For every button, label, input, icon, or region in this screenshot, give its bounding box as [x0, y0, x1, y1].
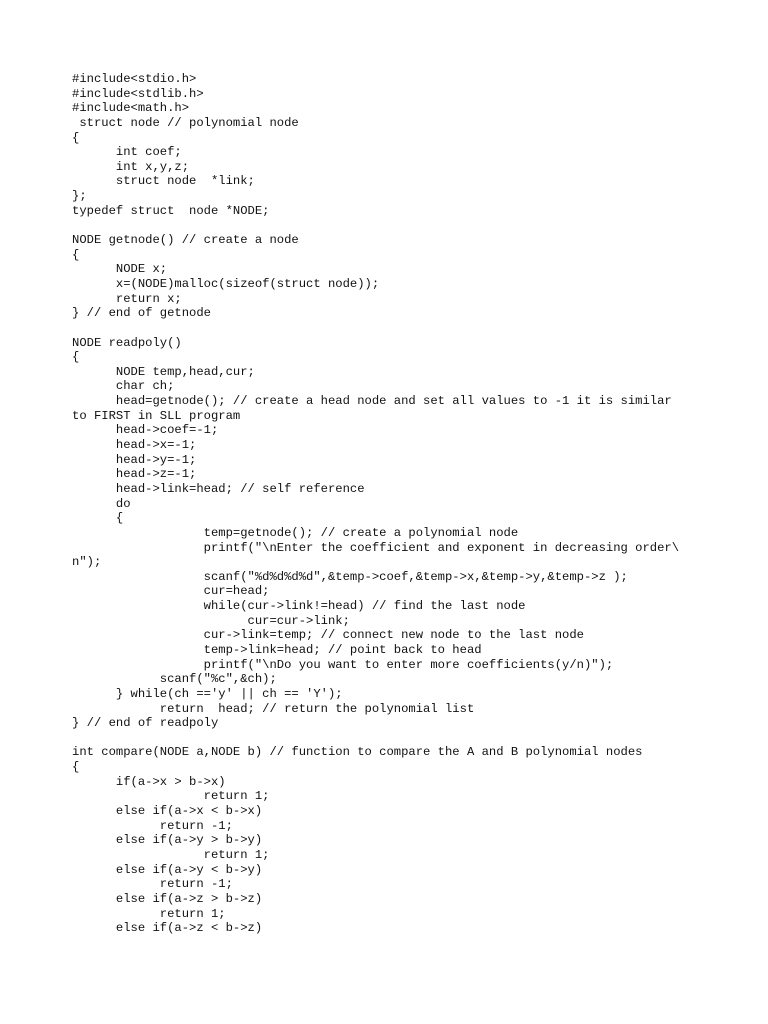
- code-line: typedef struct node *NODE;: [72, 203, 270, 218]
- code-line: return head; // return the polynomial list: [72, 701, 475, 716]
- code-line: {: [72, 247, 80, 262]
- code-line: NODE x;: [72, 262, 168, 277]
- code-line: return 1;: [72, 906, 226, 921]
- code-line: } // end of getnode: [72, 306, 211, 321]
- code-line: {: [72, 350, 80, 365]
- code-line: int compare(NODE a,NODE b) // function to compare the A and B polynomial nodes: [72, 745, 643, 760]
- code-line: NODE readpoly(): [72, 335, 182, 350]
- code-line: head=getnode(); // create a head node and set all values to -1 it is similar: [72, 394, 672, 409]
- code-listing: [72, 72, 712, 936]
- code-line: temp=getnode(); // create a polynomial node: [72, 525, 519, 540]
- code-line: struct node // polynomial node: [72, 115, 299, 130]
- code-line: #include<stdlib.h>: [72, 86, 204, 101]
- code-line: do: [72, 496, 131, 511]
- code-line: head->y=-1;: [72, 452, 197, 467]
- code-line: [72, 731, 712, 746]
- code-line: #include<stdio.h>: [72, 72, 197, 86]
- code-line: } while(ch =='y' || ch == 'Y');: [72, 686, 343, 701]
- code-line: {: [72, 760, 80, 775]
- code-line: [72, 321, 712, 336]
- code-line: else if(a->z > b->z): [72, 891, 263, 906]
- code-line: return 1;: [72, 789, 270, 804]
- code-line: printf("\nDo you want to enter more coefficients(y/n)");: [72, 657, 614, 672]
- code-line: NODE getnode() // create a node: [72, 233, 299, 248]
- code-line: scanf("%c",&ch);: [72, 672, 277, 687]
- code-line: else if(a->y < b->y): [72, 862, 263, 877]
- code-line: {: [72, 130, 80, 145]
- code-line: temp->link=head; // point back to head: [72, 642, 482, 657]
- code-line: return x;: [72, 291, 182, 306]
- code-line: n");: [72, 555, 102, 570]
- code-line: };: [72, 189, 87, 204]
- code-line: int coef;: [72, 145, 182, 160]
- code-line: else if(a->z < b->z): [72, 921, 263, 936]
- code-line: head->x=-1;: [72, 438, 197, 453]
- code-line: struct node *link;: [72, 174, 255, 189]
- code-line: head->link=head; // self reference: [72, 481, 365, 496]
- code-line: NODE temp,head,cur;: [72, 364, 255, 379]
- code-line: return 1;: [72, 847, 270, 862]
- code-line: int x,y,z;: [72, 159, 190, 174]
- code-line: #include<math.h>: [72, 101, 190, 116]
- code-line: while(cur->link!=head) // find the last node: [72, 599, 526, 614]
- code-line: scanf("%d%d%d%d",&temp->coef,&temp->x,&temp->y,&temp->z );: [72, 569, 628, 584]
- code-line: cur=cur->link;: [72, 613, 350, 628]
- code-line: x=(NODE)malloc(sizeof(struct node));: [72, 276, 380, 291]
- code-line: return -1;: [72, 818, 233, 833]
- code-line: return -1;: [72, 877, 233, 892]
- code-line: else if(a->x < b->x): [72, 804, 263, 819]
- code-line: printf("\nEnter the coefficient and exponent in decreasing order\: [72, 540, 680, 555]
- code-line: char ch;: [72, 379, 175, 394]
- code-line: else if(a->y > b->y): [72, 833, 263, 848]
- code-line: [72, 218, 712, 233]
- code-line: } // end of readpoly: [72, 716, 219, 731]
- code-line: head->coef=-1;: [72, 423, 219, 438]
- code-line: {: [72, 511, 124, 526]
- code-line: cur->link=temp; // connect new node to the last node: [72, 628, 584, 643]
- code-line: to FIRST in SLL program: [72, 408, 241, 423]
- code-line: head->z=-1;: [72, 467, 197, 482]
- code-line: cur=head;: [72, 584, 270, 599]
- code-line: if(a->x > b->x): [72, 774, 226, 789]
